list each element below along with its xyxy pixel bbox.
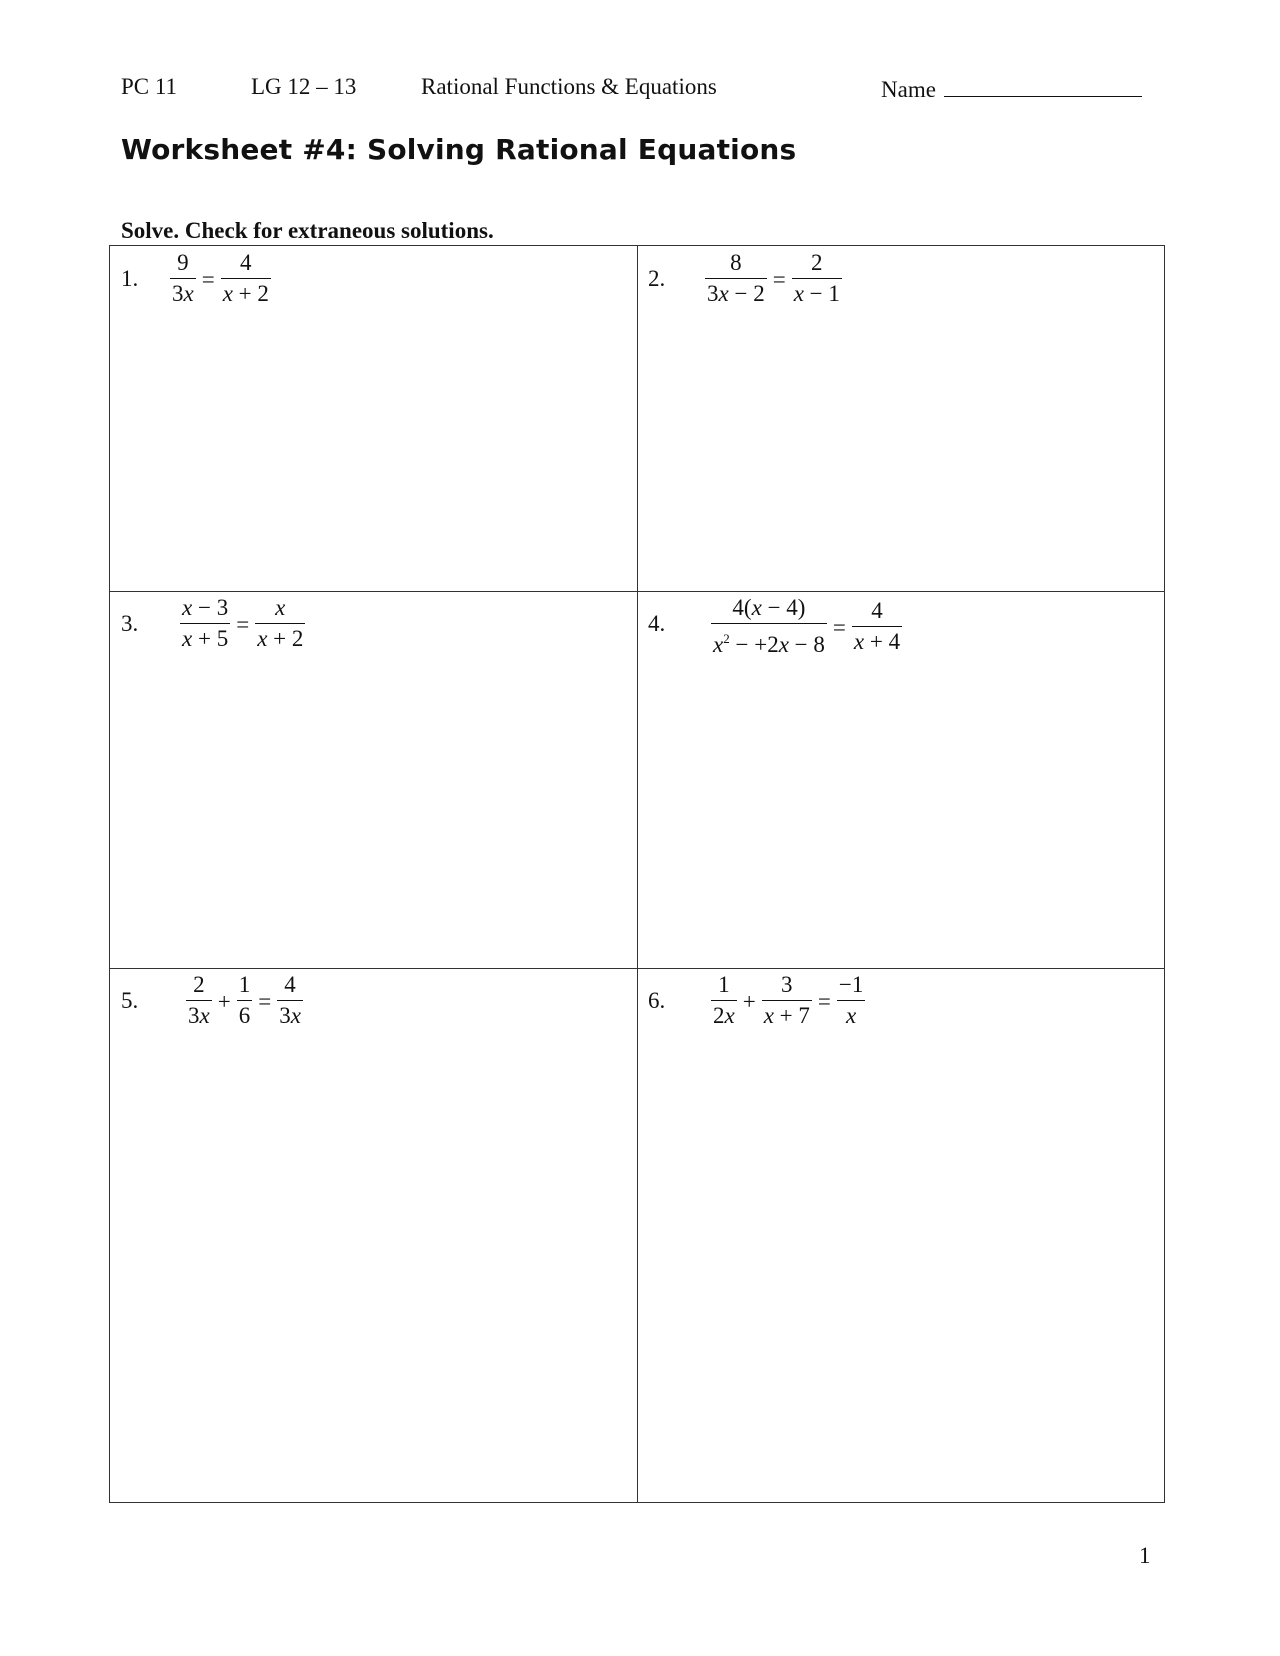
problem-number: 3. (121, 611, 139, 636)
numerator: 1 (238, 972, 251, 997)
learning-guide-label: LG 12 – 13 (251, 74, 357, 99)
denominator: 3x (279, 1003, 301, 1028)
equation (166, 250, 275, 307)
fraction (168, 250, 198, 307)
fraction (184, 972, 214, 1029)
problem-number: 4. (648, 611, 666, 636)
fraction (709, 595, 829, 658)
numerator: 2 (811, 250, 823, 275)
numerator: 1 (718, 972, 730, 997)
numerator: 3 (781, 972, 793, 997)
operator: = (258, 988, 272, 1014)
equation (176, 595, 309, 652)
numerator: 8 (730, 250, 742, 275)
numerator: 4 (240, 250, 252, 275)
problem-number: 6. (648, 988, 666, 1013)
topic-label: Rational Functions & Equations (421, 74, 717, 99)
fraction (835, 972, 867, 1029)
numerator: −1 (838, 972, 864, 997)
fraction (275, 972, 305, 1029)
denominator: x + 2 (222, 281, 269, 306)
denominator: x + 5 (182, 626, 229, 651)
denominator: x + 2 (257, 626, 304, 651)
worksheet-header (121, 74, 1161, 108)
denominator: 2x (713, 1003, 735, 1028)
operator: = (832, 614, 846, 640)
numerator: 9 (177, 250, 189, 275)
numerator: 2 (193, 972, 205, 997)
operator: + (742, 988, 756, 1014)
denominator: x − 1 (793, 281, 840, 306)
operator: = (201, 266, 215, 292)
denominator: $x^2 - +2x - 8$ (713, 631, 825, 657)
denominator: 6 (238, 1003, 251, 1028)
denominator: 3x (172, 281, 194, 306)
equation (182, 972, 307, 1029)
fraction (219, 250, 273, 307)
fraction (850, 598, 904, 655)
page-title: Worksheet #4: Solving Rational Equations (121, 133, 797, 166)
name-field (881, 74, 1142, 103)
numerator: x − 3 (182, 595, 229, 620)
denominator: x + 7 (763, 1003, 810, 1028)
operator: = (236, 611, 250, 637)
fraction (709, 972, 739, 1029)
problem-number: 2. (648, 266, 666, 291)
numerator: x (275, 595, 286, 620)
fraction (790, 250, 844, 307)
operator: = (772, 266, 786, 292)
answer-grid (109, 245, 1165, 1503)
operator: = (817, 988, 831, 1014)
denominator: x (846, 1003, 857, 1028)
problem-cell-5 (110, 968, 637, 1501)
course-code: PC 11 (121, 74, 178, 99)
problem-number: 5. (121, 988, 139, 1013)
denominator: 3x (188, 1003, 210, 1028)
instructions: Solve. Check for extraneous solutions. (121, 218, 494, 243)
problem-cell-2 (637, 246, 1166, 591)
problem-cell-6 (637, 968, 1166, 1501)
problem-cell-4 (637, 591, 1166, 968)
problem-number: 1. (121, 266, 139, 291)
page-number: 1 (1139, 1543, 1151, 1568)
numerator: 4(x − 4) (732, 595, 806, 620)
problem-cell-1 (110, 246, 637, 591)
name-label: Name (881, 77, 936, 102)
fraction (703, 250, 769, 307)
fraction (760, 972, 814, 1029)
equation (707, 595, 906, 658)
operator: + (217, 988, 231, 1014)
denominator: 3x − 2 (707, 281, 765, 306)
equation (701, 250, 846, 307)
fraction (253, 595, 307, 652)
denominator: x + 4 (853, 629, 901, 654)
numerator: 4 (284, 972, 296, 997)
equation (707, 972, 869, 1029)
name-blank-line (944, 74, 1142, 97)
numerator: 4 (871, 598, 883, 623)
fraction (178, 595, 232, 652)
fraction (235, 972, 255, 1029)
problem-cell-3 (110, 591, 637, 968)
